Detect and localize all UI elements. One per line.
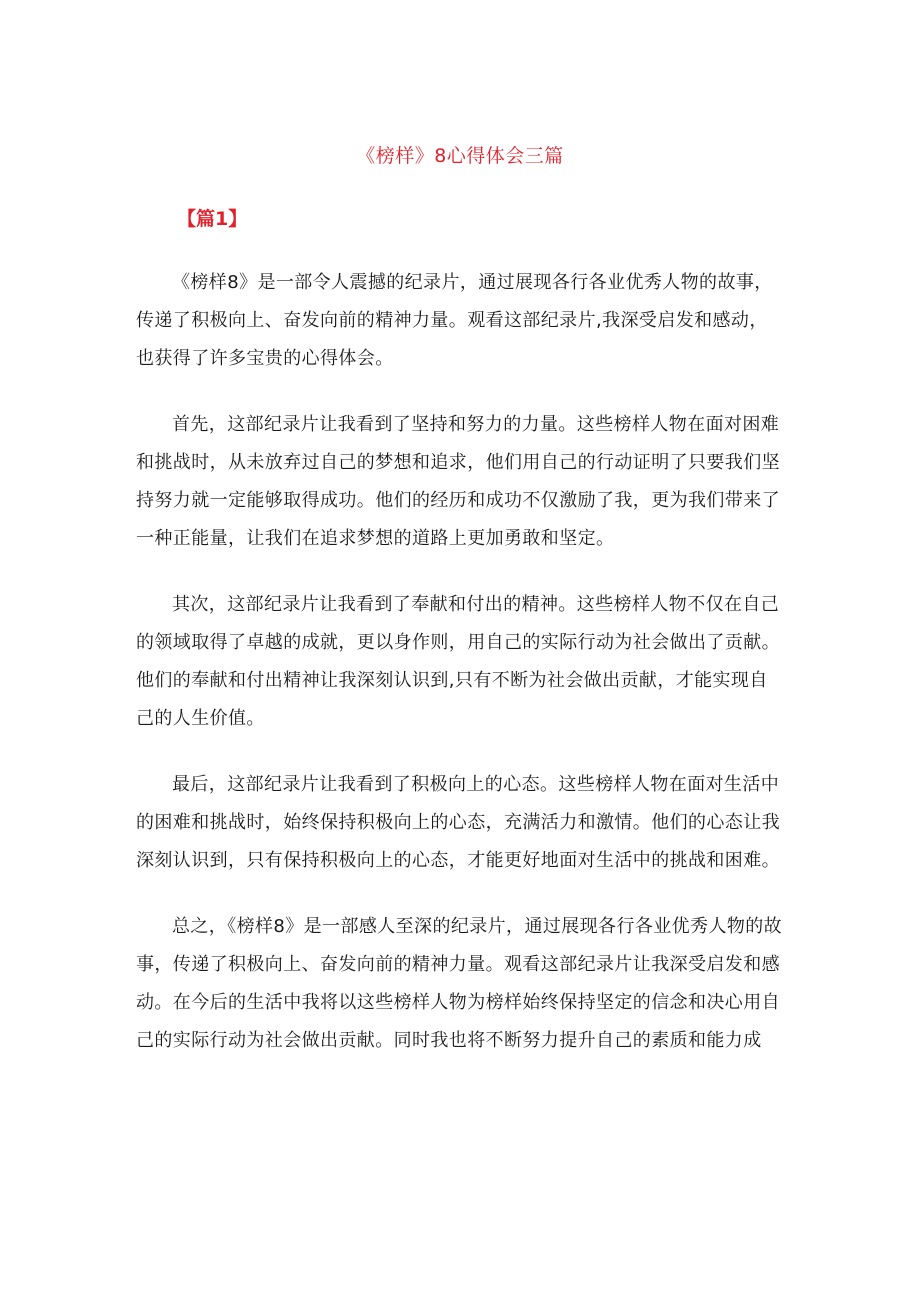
paragraph-second: 其次，这部纪录片让我看到了奉献和付出的精神。这些榜样人物不仅在自己的领域取得了卓越的成就，更以身作则，用自己的实际行动为社会做出了贡献。他们的奉献和付出精神让我深刻认识到,只有不断为社会做出贡献，才能实现自己的人生价值。 xyxy=(136,594,780,729)
document-body xyxy=(136,264,786,1088)
paragraph-last: 最后，这部纪录片让我看到了积极向上的心态。这些榜样人物在面对生活中的困难和挑战时，始终保持积极向上的心态，充满活力和激情。他们的心态让我深刻认识到，只有保持积极向上的心态，才能更好地面对生活中的挑战和困难。 xyxy=(136,774,780,871)
paragraph-intro: 《榜样8》是一部令人震撼的纪录片，通过展现各行各业优秀人物的故事，传递了积极向上、奋发向前的精神力量。观看这部纪录片,我深受启发和感动，也获得了许多宝贵的心得体会。 xyxy=(136,272,773,369)
paragraph-conclusion: 总之，《榜样8》是一部感人至深的纪录片，通过展现各行各业优秀人物的故事，传递了积极向上、奋发向前的精神力量。观看这部纪录片让我深受启发和感动。在今后的生活中我将以这些榜样人物为榜样始终保持坚定的信念和决心用自己的实际行动为社会做出贡献。同时我也将不断努力提升自己的素质和能力成 xyxy=(136,916,783,1051)
paragraph-first: 首先，这部纪录片让我看到了坚持和努力的力量。这些榜样人物在面对困难和挑战时，从未放弃过自己的梦想和追求，他们用自己的行动证明了只要我们坚持努力就一定能够取得成功。他们的经历和成功不仅激励了我，更为我们带来了一种正能量，让我们在追求梦想的道路上更加勇敢和坚定。 xyxy=(136,414,780,549)
document-title: 《榜样》8心得体会三篇 xyxy=(356,145,564,167)
section-heading: 【篇1】 xyxy=(177,208,248,230)
